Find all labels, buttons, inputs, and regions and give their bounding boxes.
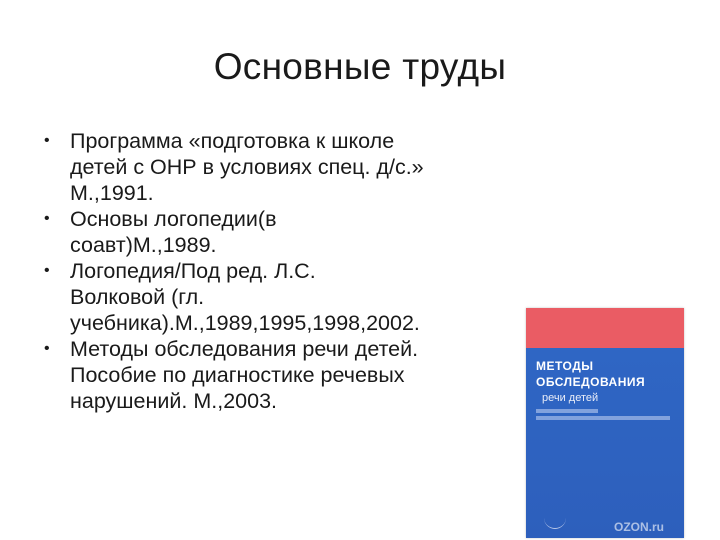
book-title-line3: речи детей xyxy=(542,392,599,404)
bullet-line: Основы логопедии(в xyxy=(70,207,277,231)
book-subtitle-stripe xyxy=(536,409,598,413)
bullet-item xyxy=(44,336,494,414)
bullet-line: Методы обследования речи детей. xyxy=(70,337,419,361)
book-cover-top-band xyxy=(526,308,684,348)
bullet-item xyxy=(44,258,494,336)
bullet-line: учебника).М.,1989,1995,1998,2002. xyxy=(70,311,420,335)
bullet-line: Программа «подготовка к школе xyxy=(70,129,395,153)
bullet-item xyxy=(44,128,494,206)
bullet-marker: • xyxy=(44,132,50,149)
bullet-line: М.,1991. xyxy=(70,181,154,205)
slide-title: Основные труды xyxy=(213,46,507,87)
bullet-line: Логопедия/Под ред. Л.С. xyxy=(70,259,316,283)
watermark: OZON.ru xyxy=(614,520,664,534)
book-cover-image xyxy=(526,308,684,538)
book-title-line2: ОБСЛЕДОВАНИЯ xyxy=(536,375,646,389)
bullet-line: нарушений. М.,2003. xyxy=(70,389,278,413)
bullet-marker: • xyxy=(44,340,50,357)
bullet-line: Пособие по диагностике речевых xyxy=(70,363,405,387)
bullet-line: Волковой (гл. xyxy=(70,285,205,309)
book-subtitle-stripe xyxy=(536,416,670,420)
bullet-line: соавт)М.,1989. xyxy=(70,233,217,257)
bullet-line: детей с ОНР в условиях спец. д/с.» xyxy=(70,155,424,179)
bullet-marker: • xyxy=(44,210,50,227)
bullet-marker: • xyxy=(44,262,50,279)
book-title-line1: МЕТОДЫ xyxy=(536,359,594,373)
bullet-item xyxy=(44,206,494,258)
bullet-list xyxy=(44,128,494,414)
